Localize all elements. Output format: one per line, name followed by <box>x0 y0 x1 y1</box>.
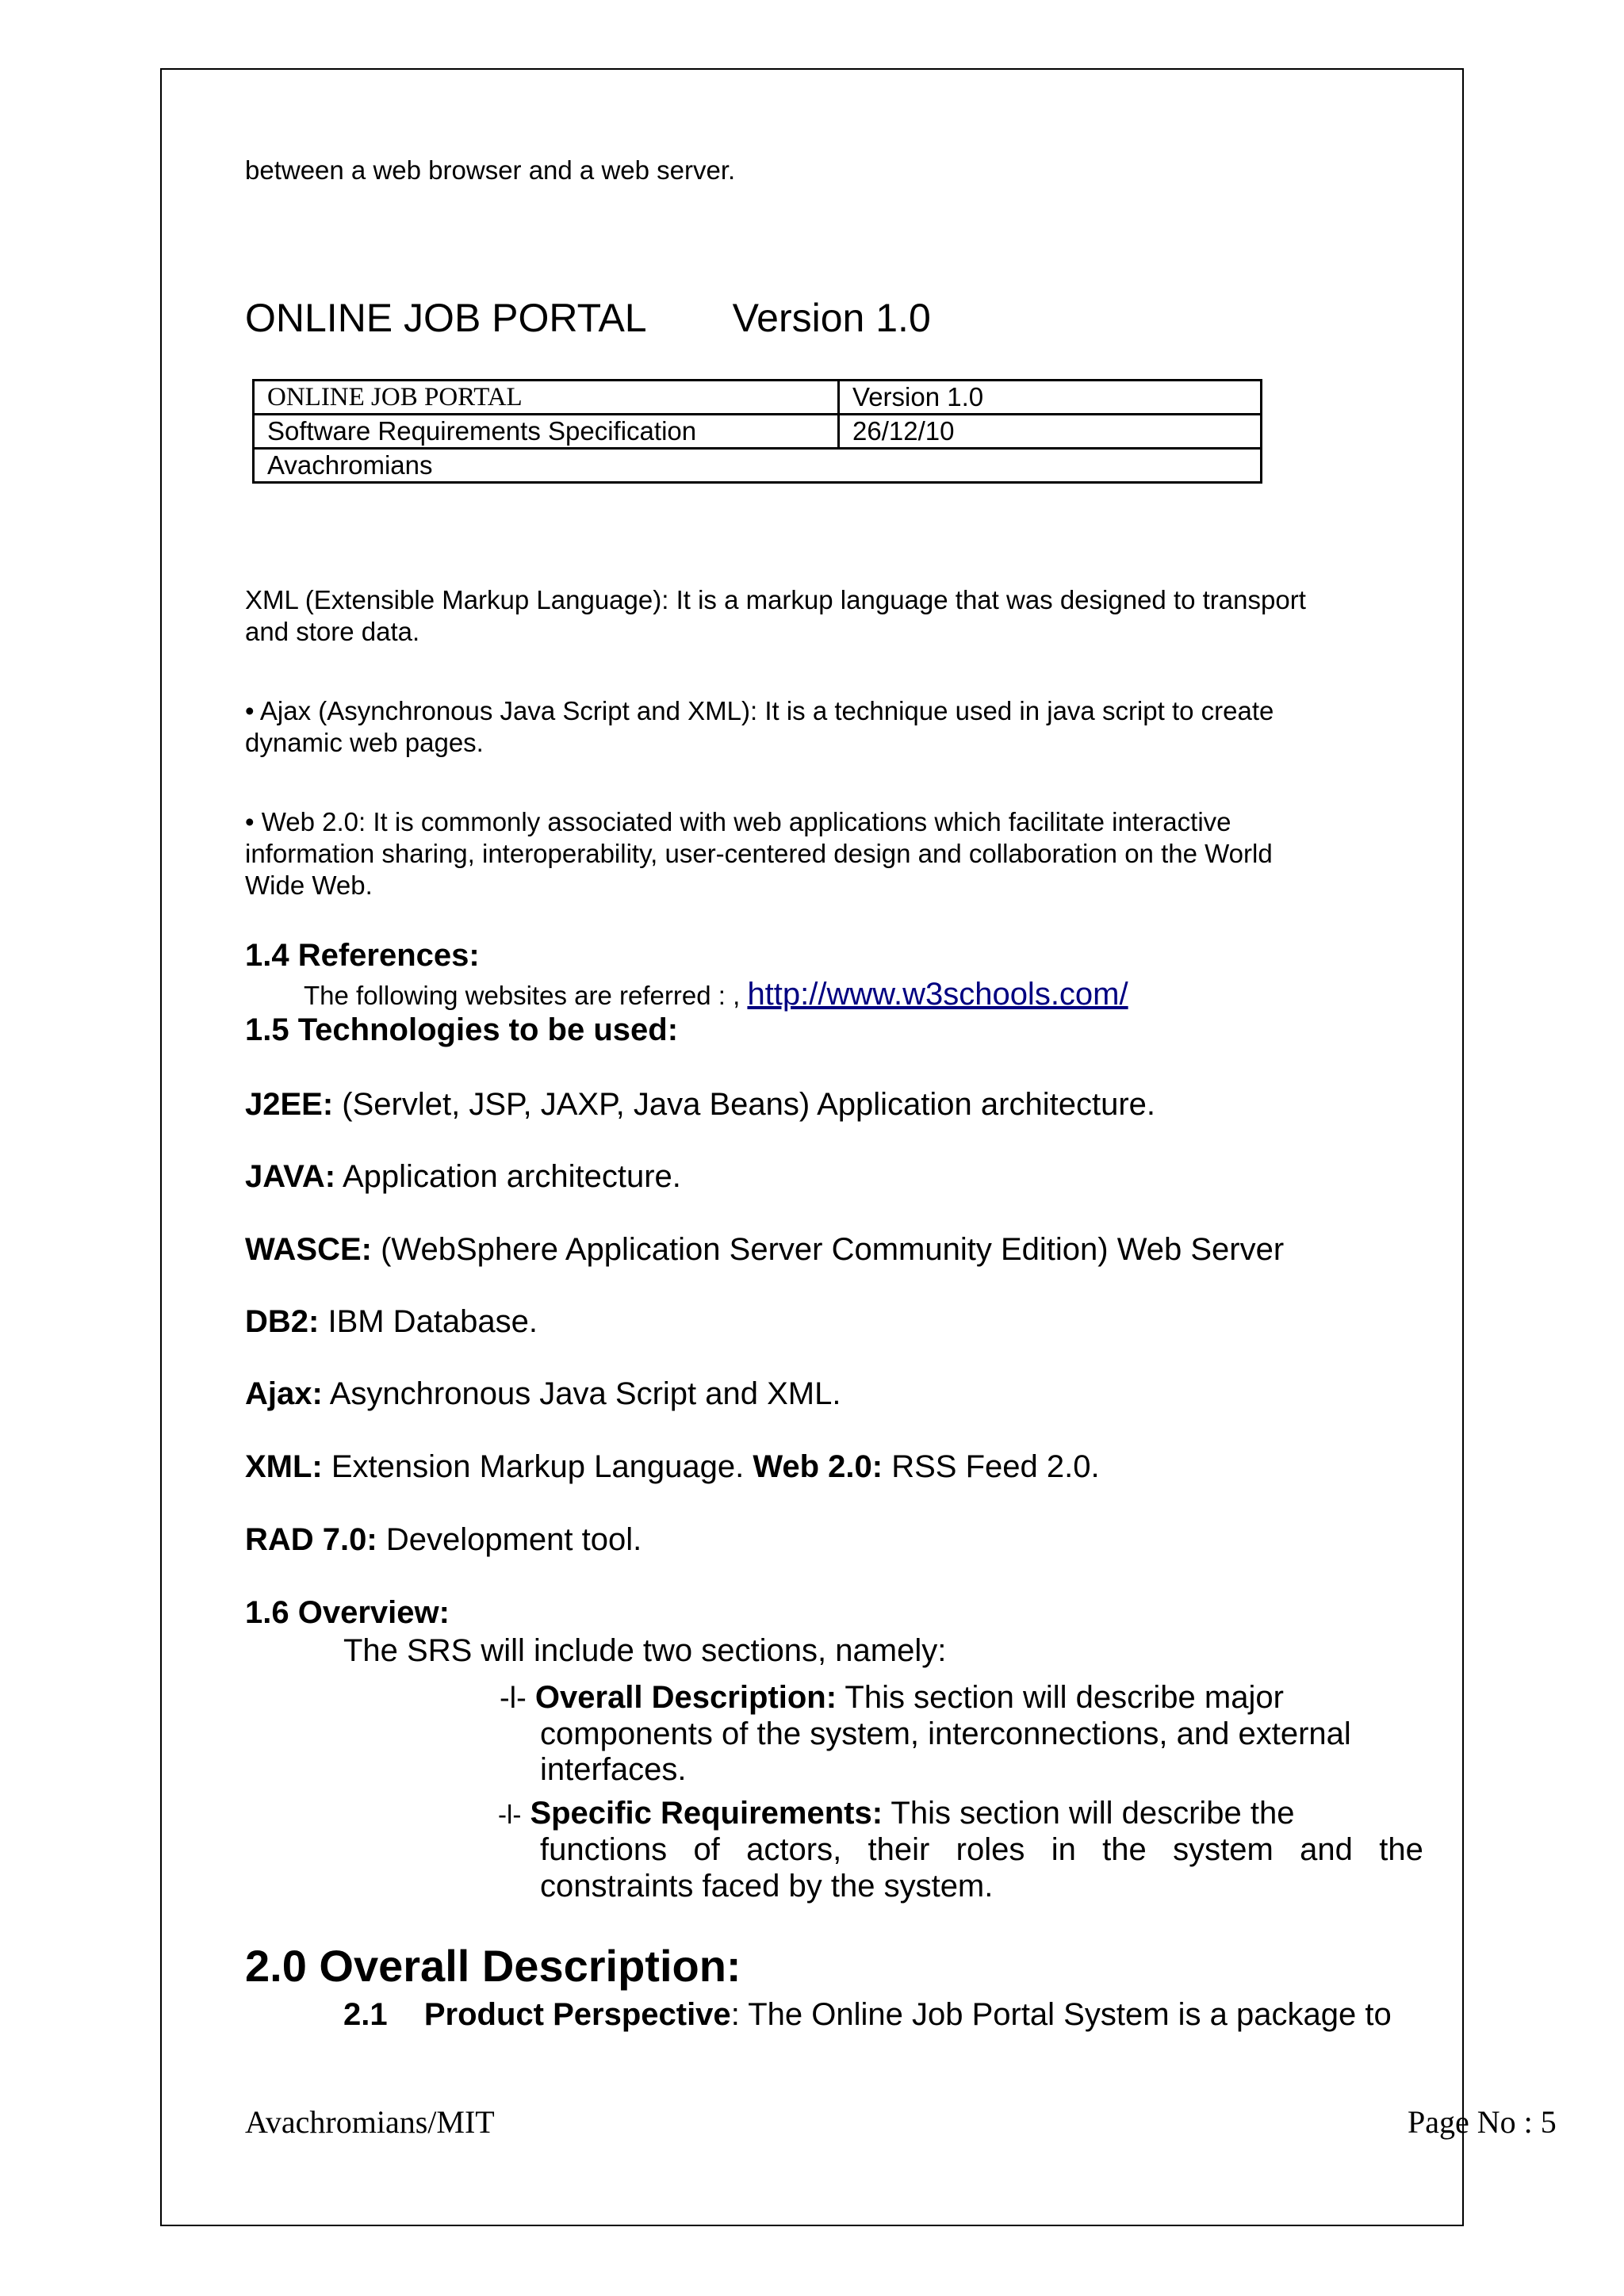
tech-item-xml <box>245 1448 1100 1485</box>
tech-term: J2EE: <box>245 1087 334 1122</box>
overview-bullet-1-line3: interfaces. <box>540 1752 687 1787</box>
tech-desc: RSS Feed 2.0. <box>883 1449 1100 1484</box>
tech-desc: Asynchronous Java Script and XML. <box>322 1376 841 1411</box>
tech-item-java <box>245 1158 681 1195</box>
bullet-marker: -l- <box>498 1800 522 1829</box>
tech-item-j2ee <box>245 1086 1155 1123</box>
definition-line: information sharing, interoperability, user-centered design and collaboration on the World <box>245 839 1273 868</box>
overview-bullet-1 <box>500 1679 1284 1716</box>
definition-line: and store data. <box>245 617 420 646</box>
tech-term: Web 2.0: <box>753 1449 883 1484</box>
subsection-term: Product Perspective <box>423 1997 731 2032</box>
definition-ajax <box>245 695 1274 759</box>
tech-desc: Development tool. <box>377 1522 642 1557</box>
reference-link[interactable]: http://www.w3schools.com/ <box>747 977 1128 1012</box>
table-cell: 26/12/10 <box>839 415 1262 449</box>
tech-desc: IBM Database. <box>319 1304 538 1339</box>
table-cell: ONLINE JOB PORTAL <box>254 381 839 415</box>
tech-item-db2 <box>245 1303 538 1340</box>
definition-line: • Ajax (Asynchronous Java Script and XML): It is a technique used in java script to create <box>245 696 1274 725</box>
tech-term: JAVA: <box>245 1159 336 1194</box>
bullet-text: This section will describe major <box>837 1680 1284 1715</box>
bullet-marker: -l- <box>500 1682 527 1715</box>
definition-web20 <box>245 806 1273 901</box>
tech-item-ajax <box>245 1376 841 1412</box>
tech-term: RAD 7.0: <box>245 1522 377 1557</box>
references-heading: 1.4 References: <box>245 938 480 973</box>
references-line <box>304 974 1128 1016</box>
tech-term: XML: <box>245 1449 323 1484</box>
tech-desc: (Servlet, JSP, JAXP, Java Beans) Application architecture. <box>333 1087 1156 1122</box>
tech-desc: Application architecture. <box>335 1159 681 1194</box>
doc-title <box>245 294 931 342</box>
table-cell: Software Requirements Specification <box>254 415 839 449</box>
doc-title-version: Version 1.0 <box>732 296 931 340</box>
overview-intro: The SRS will include two sections, namely: <box>343 1633 947 1668</box>
doc-title-name: ONLINE JOB PORTAL <box>245 296 645 340</box>
table-cell: Version 1.0 <box>839 381 1262 415</box>
definition-xml <box>245 584 1306 648</box>
references-text: The following websites are referred : , <box>304 981 741 1010</box>
definition-line: dynamic web pages. <box>245 728 484 757</box>
tech-term: WASCE: <box>245 1232 372 1267</box>
tech-term: DB2: <box>245 1304 320 1339</box>
subsection-number: 2.1 <box>343 1997 388 2032</box>
intro-fragment: between a web browser and a web server. <box>245 155 736 185</box>
tech-desc: (WebSphere Application Server Community Edition) Web Server <box>372 1232 1285 1267</box>
definition-line: XML (Extensible Markup Language): It is a markup language that was designed to transport <box>245 585 1306 614</box>
table-cell: Avachromians <box>254 449 1262 483</box>
tech-desc: Extension Markup Language. <box>322 1449 753 1484</box>
overview-bullet-2 <box>498 1795 1295 1833</box>
bullet-term: Specific Requirements: <box>530 1796 883 1831</box>
technologies-heading: 1.5 Technologies to be used: <box>245 1012 679 1047</box>
table-row <box>254 415 1262 449</box>
footer-left: Avachromians/MIT <box>245 2104 495 2140</box>
footer-page-number: Page No : 5 <box>1408 2104 1557 2140</box>
subsection-text: : The Online Job Portal System is a package to <box>730 1997 1392 2032</box>
bullet-term: Overall Description: <box>534 1680 837 1715</box>
header-table <box>252 379 1262 484</box>
tech-item-wasce <box>245 1231 1284 1268</box>
tech-term: Ajax: <box>245 1376 323 1411</box>
section-2-1 <box>343 1996 1392 2033</box>
overview-bullet-1-line2: components of the system, interconnections, and external <box>540 1716 1351 1751</box>
overview-bullet-2-line3: constraints faced by the system. <box>540 1869 994 1904</box>
bullet-text: This section will describe the <box>883 1796 1295 1831</box>
table-row <box>254 449 1262 483</box>
definition-line: • Web 2.0: It is commonly associated with web applications which facilitate interactive <box>245 807 1231 836</box>
table-row <box>254 381 1262 415</box>
definition-line: Wide Web. <box>245 871 373 900</box>
overview-bullet-2-line2: functions of actors, their roles in the system and the <box>540 1832 1423 1867</box>
overview-heading: 1.6 Overview: <box>245 1595 450 1630</box>
section-2-heading: 2.0 Overall Description: <box>245 1941 741 1991</box>
tech-item-rad <box>245 1521 642 1558</box>
